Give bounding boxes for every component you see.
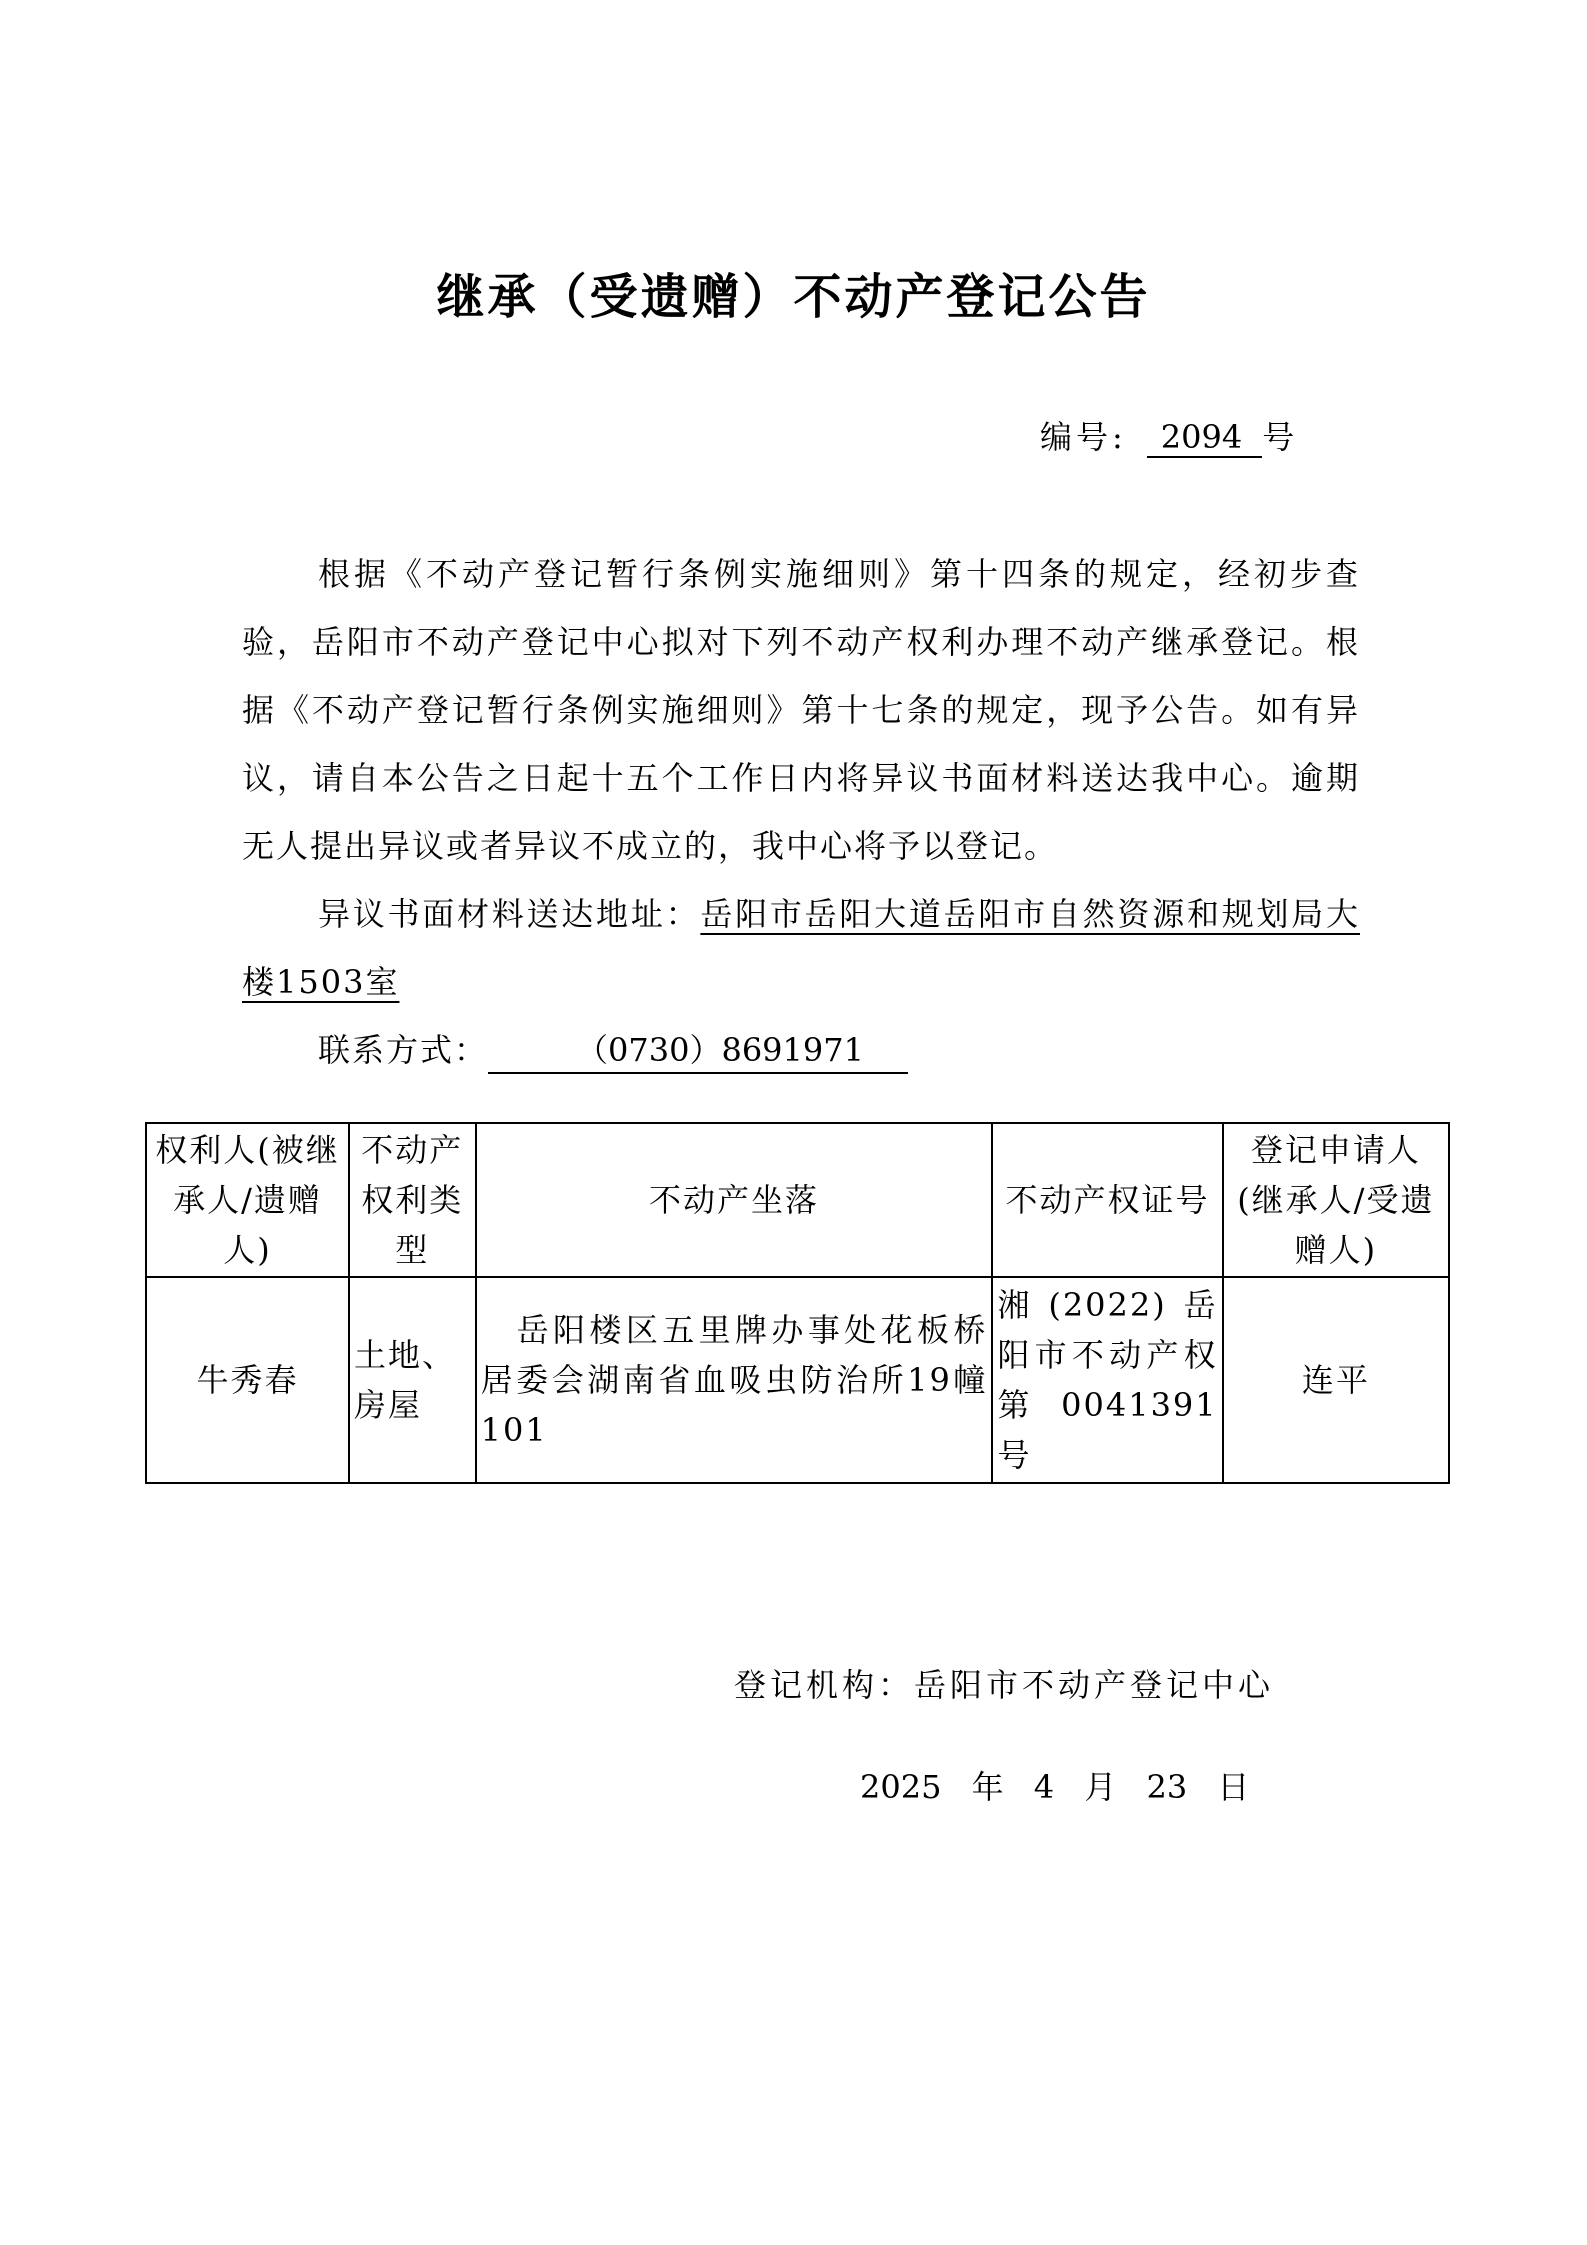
notice-paragraph: 根据《不动产登记暂行条例实施细则》第十四条的规定，经初步查验，岳阳市不动产登记中心拟对下列不动产权利办理不动产继承登记。根据《不动产登记暂行条例实施细则》第十七条的规定，现予公告。如有异议，请自本公告之日起十五个工作日内将异议书面材料送达我中心。逾期无人提出异议或者异议不成立的，我中心将予以登记。: [242, 555, 1360, 865]
address-label: 异议书面材料送达地址：: [318, 895, 701, 933]
table-header-row: [146, 1123, 1449, 1277]
header-holder: 权利人(被继承人/遗赠人): [146, 1123, 349, 1277]
doc-number: [1040, 412, 1298, 458]
contact-line: [242, 1016, 1360, 1084]
header-location: 不动产坐落: [476, 1123, 993, 1277]
date-day: 23: [1146, 1768, 1188, 1806]
cell-right-type: 土地、房屋: [349, 1277, 476, 1483]
table-row: [146, 1277, 1449, 1483]
date-day-unit: 日: [1217, 1768, 1250, 1806]
registration-table: [145, 1122, 1450, 1484]
cell-applicant: 连平: [1223, 1277, 1449, 1483]
cell-location: 岳阳楼区五里牌办事处花板桥居委会湖南省血吸虫防治所19幢101: [476, 1277, 993, 1483]
date-year-unit: 年: [971, 1768, 1004, 1806]
date-year: 2025: [860, 1768, 942, 1806]
date-month: 4: [1033, 1768, 1055, 1806]
registration-organization: 登记机构：岳阳市不动产登记中心: [734, 1666, 1275, 1704]
address-line: [242, 880, 1360, 1016]
date-month-unit: 月: [1084, 1768, 1117, 1806]
doc-number-label: 编号:: [1040, 418, 1127, 456]
notice-date: [860, 1762, 1259, 1808]
header-applicant: 登记申请人(继承人/受遗赠人): [1223, 1123, 1449, 1277]
cell-certificate: 湘(2022)岳阳市不动产权第0041391号: [992, 1277, 1222, 1483]
address-value: 岳阳市岳阳大道岳阳市自然资源和规划局大楼1503室: [242, 895, 1360, 1001]
header-certificate: 不动产权证号: [992, 1123, 1222, 1277]
doc-number-value: 2094: [1147, 418, 1262, 458]
header-right-type: 不动产权利类型: [349, 1123, 476, 1277]
doc-number-suffix: 号: [1262, 418, 1299, 456]
contact-label: 联系方式：: [318, 1031, 489, 1069]
cell-holder: 牛秀春: [146, 1277, 349, 1483]
page-title: 继承（受遗赠）不动产登记公告: [436, 269, 1151, 325]
contact-value: （0730）8691971: [488, 1028, 908, 1074]
